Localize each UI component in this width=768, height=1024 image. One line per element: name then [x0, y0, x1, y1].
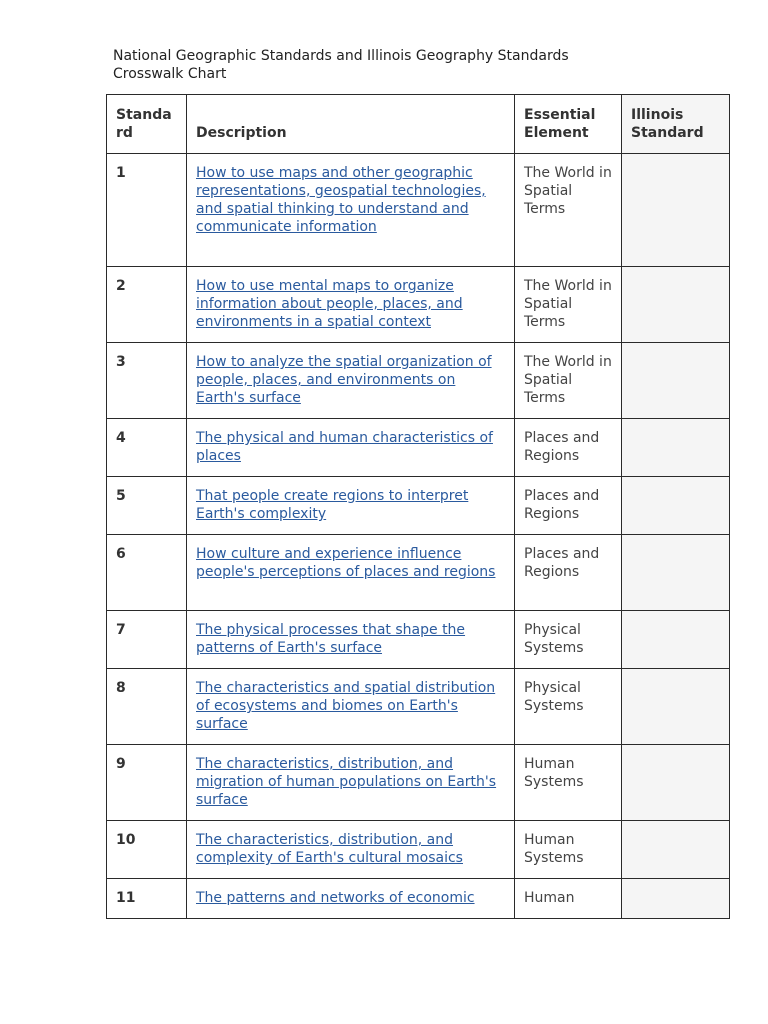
essential-element: The World in Spatial Terms [515, 154, 622, 267]
standard-description-link[interactable]: The characteristics, distribution, and complexity of Earth's cultural mosaics [196, 832, 463, 866]
standard-number: 5 [107, 477, 187, 535]
table-row [107, 343, 730, 419]
standard-number: 9 [107, 745, 187, 821]
essential-element: Places and Regions [515, 477, 622, 535]
illinois-standard-cell [622, 821, 730, 879]
standard-description-link[interactable]: That people create regions to interpret Earth's complexity [196, 488, 469, 522]
table-header-row [107, 95, 730, 154]
standard-number: 6 [107, 535, 187, 611]
table-row [107, 879, 730, 919]
title-line-2: Crosswalk Chart [113, 66, 227, 82]
standard-number: 11 [107, 879, 187, 919]
table-row [107, 267, 730, 343]
illinois-standard-cell [622, 535, 730, 611]
essential-element: Places and Regions [515, 419, 622, 477]
illinois-standard-cell [622, 611, 730, 669]
table-row [107, 535, 730, 611]
crosswalk-table [106, 94, 730, 919]
essential-element: Human Systems [515, 821, 622, 879]
table-row [107, 821, 730, 879]
essential-element: Places and Regions [515, 535, 622, 611]
standard-description-link[interactable]: The characteristics and spatial distribution of ecosystems and biomes on Earth's surface [196, 680, 496, 732]
standard-description-link[interactable]: How culture and experience influence people's perceptions of places and regions [196, 546, 496, 580]
standard-number: 10 [107, 821, 187, 879]
essential-element: The World in Spatial Terms [515, 267, 622, 343]
standard-description-link[interactable]: The physical processes that shape the patterns of Earth's surface [196, 622, 466, 656]
standard-number: 3 [107, 343, 187, 419]
title-line-1: National Geographic Standards and Illinois Geography Standards [113, 48, 569, 64]
document-title [113, 47, 569, 83]
illinois-standard-cell [622, 154, 730, 267]
illinois-standard-cell [622, 879, 730, 919]
table-row [107, 611, 730, 669]
essential-element: Human [515, 879, 622, 919]
standard-number: 8 [107, 669, 187, 745]
header-illinois-standard: Illinois Standard [622, 95, 730, 154]
standard-description-link[interactable]: How to use mental maps to organize information about people, places, and environments in a spatial context [196, 278, 463, 330]
illinois-standard-cell [622, 267, 730, 343]
essential-element: Physical Systems [515, 669, 622, 745]
header-essential-element: Essential Element [515, 95, 622, 154]
standard-description-link[interactable]: The physical and human characteristics of places [196, 430, 493, 464]
illinois-standard-cell [622, 343, 730, 419]
standard-description-link[interactable]: How to analyze the spatial organization of people, places, and environments on Earth's surface [196, 354, 492, 406]
illinois-standard-cell [622, 669, 730, 745]
illinois-standard-cell [622, 477, 730, 535]
illinois-standard-cell [622, 419, 730, 477]
standard-number: 4 [107, 419, 187, 477]
illinois-standard-cell [622, 745, 730, 821]
essential-element: Physical Systems [515, 611, 622, 669]
essential-element: The World in Spatial Terms [515, 343, 622, 419]
standard-number: 1 [107, 154, 187, 267]
table-row [107, 419, 730, 477]
standard-description-link[interactable]: The characteristics, distribution, and migration of human populations on Earth's surface [196, 756, 497, 808]
essential-element: Human Systems [515, 745, 622, 821]
standard-number: 2 [107, 267, 187, 343]
table-row [107, 477, 730, 535]
header-standard: Standa rd [107, 95, 187, 154]
standard-number: 7 [107, 611, 187, 669]
standard-description-link[interactable]: The patterns and networks of economic [196, 890, 475, 906]
standard-description-link[interactable]: How to use maps and other geographic representations, geospatial technologies, and spatial thinking to understand and communicate information [196, 165, 486, 235]
table-row [107, 154, 730, 267]
header-description: Description [187, 95, 515, 154]
table-row [107, 745, 730, 821]
table-row [107, 669, 730, 745]
